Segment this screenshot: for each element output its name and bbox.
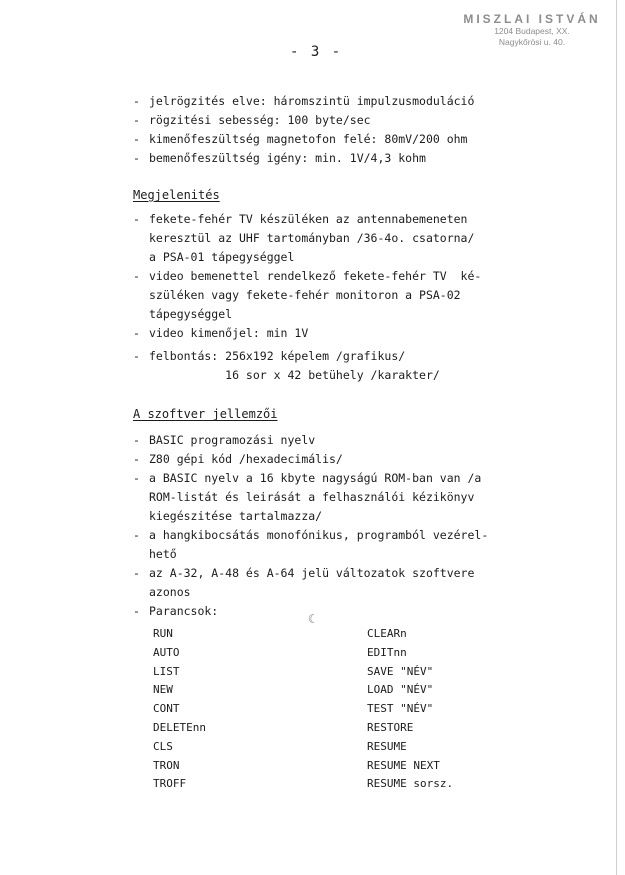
list-item-line: 16 sor x 42 betühely /karakter/ — [149, 368, 440, 382]
command-right: RESUME sorsz. — [367, 777, 454, 791]
list-item-line: a hangkibocsátás monofónikus, programból vezérel- — [149, 528, 489, 542]
list-bullet: - — [133, 151, 140, 165]
list-bullet: - — [133, 94, 140, 108]
section-heading: A szoftver jellemzői — [133, 407, 278, 421]
list-item-line: fekete-fehér TV készüléken az antennabemeneten — [149, 212, 468, 226]
command-left: RUN — [153, 627, 173, 640]
list-item-line: Parancsok: — [149, 604, 219, 618]
stamp-address-1: 1204 Budapest, XX. — [494, 26, 570, 36]
command-right: SAVE "NÉV" — [367, 664, 434, 678]
list-item-line: Z80 gépi kód /hexadecimális/ — [149, 452, 343, 466]
command-left: CONT — [153, 702, 180, 716]
command-right: EDITnn — [367, 645, 407, 659]
list-bullet: - — [133, 113, 140, 127]
spec-item: bemenőfeszültség igény: min. 1V/4,3 kohm — [149, 151, 426, 165]
stamp-name: MISZLAI ISTVÁN — [463, 12, 601, 26]
command-left: AUTO — [153, 645, 180, 659]
spec-item: rögzitési sebesség: 100 byte/sec — [149, 113, 371, 127]
list-item-line: szüléken vagy fekete-fehér monitoron a PSA-02 — [149, 288, 461, 302]
list-item-line: BASIC programozási nyelv — [149, 433, 316, 447]
command-left: CLS — [153, 739, 173, 753]
list-item-line: az A-32, A-48 és A-64 jelü változatok szoftvere — [149, 566, 475, 580]
spec-item: kimenőfeszültség magnetofon felé: 80mV/200 ohm — [149, 132, 468, 146]
command-left: DELETEnn — [153, 721, 206, 734]
list-item-line: tápegységgel — [149, 307, 233, 321]
command-right: TEST "NÉV" — [367, 702, 434, 716]
list-bullet: - — [133, 471, 140, 485]
ink-mark: ☾ — [308, 612, 316, 626]
command-right: RESTORE — [367, 721, 414, 734]
list-bullet: - — [133, 604, 140, 618]
command-left: LIST — [153, 664, 180, 678]
list-bullet: - — [133, 349, 140, 363]
list-item-line: hető — [149, 547, 177, 561]
list-item-line: video kimenőjel: min 1V — [149, 326, 309, 340]
list-item-line: a PSA-01 tápegységgel — [149, 250, 295, 264]
command-left: NEW — [153, 683, 173, 697]
list-bullet: - — [133, 528, 140, 542]
list-item-line: keresztül az UHF tartományban /36-4o. csatorna/ — [149, 231, 475, 245]
command-right: LOAD "NÉV" — [367, 683, 434, 697]
spec-item: jelrögzités elve: háromszintü impulzusmoduláció — [149, 94, 475, 108]
command-right: RESUME NEXT — [367, 758, 440, 772]
list-bullet: - — [133, 212, 140, 226]
list-item-line: felbontás: 256x192 képelem /grafikus/ — [149, 349, 406, 363]
command-left: TRON — [153, 758, 180, 772]
section-heading: Megjelenités — [133, 188, 220, 202]
list-item-line: video bemenettel rendelkező fekete-fehér TV ké- — [149, 269, 482, 283]
list-bullet: - — [133, 566, 140, 580]
command-right: CLEARn — [367, 627, 407, 640]
page-edge — [616, 0, 617, 875]
list-bullet: - — [133, 326, 140, 340]
list-bullet: - — [133, 132, 140, 146]
list-item-line: kiegészitése tartalmazza/ — [149, 509, 323, 523]
stamp-address-2: Nagykőrösi u. 40. — [498, 37, 566, 47]
owner-stamp — [462, 12, 602, 48]
page-number: - 3 - — [290, 44, 343, 60]
list-bullet: - — [133, 452, 140, 466]
list-bullet: - — [133, 269, 140, 283]
command-left: TROFF — [153, 777, 187, 791]
list-item-line: azonos — [149, 585, 191, 599]
list-item-line: ROM-listát és leirását a felhasználói kézikönyv — [149, 490, 475, 504]
list-item-line: a BASIC nyelv a 16 kbyte nagyságú ROM-ban van /a — [149, 471, 482, 485]
list-bullet: - — [133, 433, 140, 447]
command-right: RESUME — [367, 739, 407, 753]
